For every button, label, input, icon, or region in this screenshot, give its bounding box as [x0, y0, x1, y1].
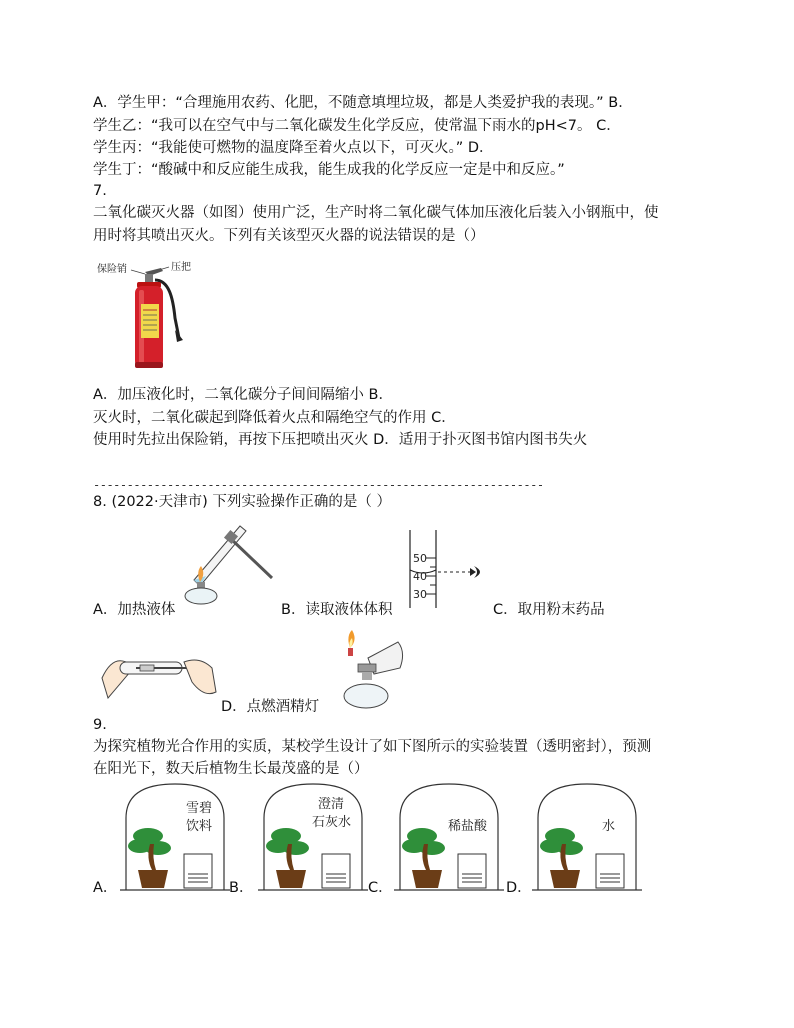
- powder-sampling-figure: [100, 648, 220, 703]
- graduated-cylinder-figure: [400, 530, 495, 610]
- setup-a-label-2: 饮料: [186, 819, 213, 834]
- q7-option-b: 灭火时，二氧化碳起到降低着火点和隔绝空气的作用 C．: [93, 410, 456, 426]
- q9-stem-line1: 为探究植物光合作用的实质，某校学生设计了如下图所示的实验装置（透明密封），预测: [93, 739, 652, 755]
- setup-d-label: 水: [602, 819, 616, 834]
- q6-option-d: 学生丁：“酸碱中和反应能生成我，能生成我的化学反应一定是中和反应。”: [93, 162, 565, 178]
- bonsai-tree-icon: [128, 828, 171, 888]
- fire-extinguisher-figure: [95, 258, 205, 373]
- q8-stem: 8. (2022·天津市) 下列实验操作正确的是（ ）: [93, 494, 391, 510]
- q6-option-c: 学生丙：“我能使可燃物的温度降至着火点以下，可灭火。” D．: [93, 140, 494, 156]
- q7-stem-line1: 二氧化碳灭火器（如图）使用广泛，生产时将二氧化碳气体加压液化后装入小钢瓶中，使: [93, 205, 659, 221]
- bonsai-tree-icon: [402, 828, 445, 888]
- q8-option-b: B．读取液体体积: [281, 602, 393, 618]
- q7-stem-line2: 用时将其喷出灭火。下列有关该型灭火器的说法错误的是（）: [93, 228, 485, 244]
- q9-option-c: C．: [368, 880, 393, 896]
- setup-c-label: 稀盐酸: [448, 819, 488, 834]
- setup-a-label-1: 雪碧: [186, 801, 213, 816]
- cylinder-tick-50: 50: [413, 552, 427, 565]
- heating-liquid-figure: [180, 520, 275, 605]
- q6-option-a: A．学生甲：“合理施用农药、化肥，不随意填埋垃圾，都是人类爱护我的表现。” B．: [93, 95, 633, 111]
- setup-b-label-1: 澄清: [318, 797, 345, 812]
- bonsai-tree-icon: [266, 828, 309, 888]
- setup-b-figure: [258, 778, 368, 893]
- handle-label: 压把: [171, 262, 191, 273]
- q7-option-c-d: 使用时先拉出保险销，再按下压把喷出灭火 D．适用于扑灭图书馆内图书失火: [93, 432, 588, 448]
- q8-option-a: A．加热液体: [93, 602, 176, 618]
- cylinder-tick-40: 40: [413, 570, 427, 583]
- q9-number: 9.: [93, 717, 107, 733]
- q9-option-d: D．: [506, 880, 532, 896]
- q9-option-b: B．: [229, 880, 254, 896]
- setup-c-figure: [394, 778, 504, 893]
- section-divider: -------------------------------------------------------------------: [93, 478, 544, 492]
- q8-option-d: D．点燃酒精灯: [221, 699, 320, 715]
- q9-stem-line2: 在阳光下，数天后植物生长最茂盛的是（）: [93, 761, 369, 777]
- cylinder-tick-30: 30: [413, 588, 427, 601]
- q6-option-b: 学生乙：“我可以在空气中与二氧化碳发生化学反应，使常温下雨水的pH<7。 C．: [93, 118, 621, 134]
- q7-option-a: A．加压液化时，二氧化碳分子间间隔缩小 B．: [93, 387, 393, 403]
- setup-d-figure: [532, 778, 642, 893]
- setup-b-label-2: 石灰水: [312, 815, 352, 830]
- q9-option-a: A．: [93, 880, 118, 896]
- pin-label: 保险销: [97, 264, 127, 275]
- q7-number: 7.: [93, 183, 107, 199]
- q8-option-c: C．取用粉末药品: [493, 602, 605, 618]
- setup-a-figure: [120, 778, 230, 893]
- bonsai-tree-icon: [540, 828, 583, 888]
- lighting-lamp-figure: [328, 628, 408, 713]
